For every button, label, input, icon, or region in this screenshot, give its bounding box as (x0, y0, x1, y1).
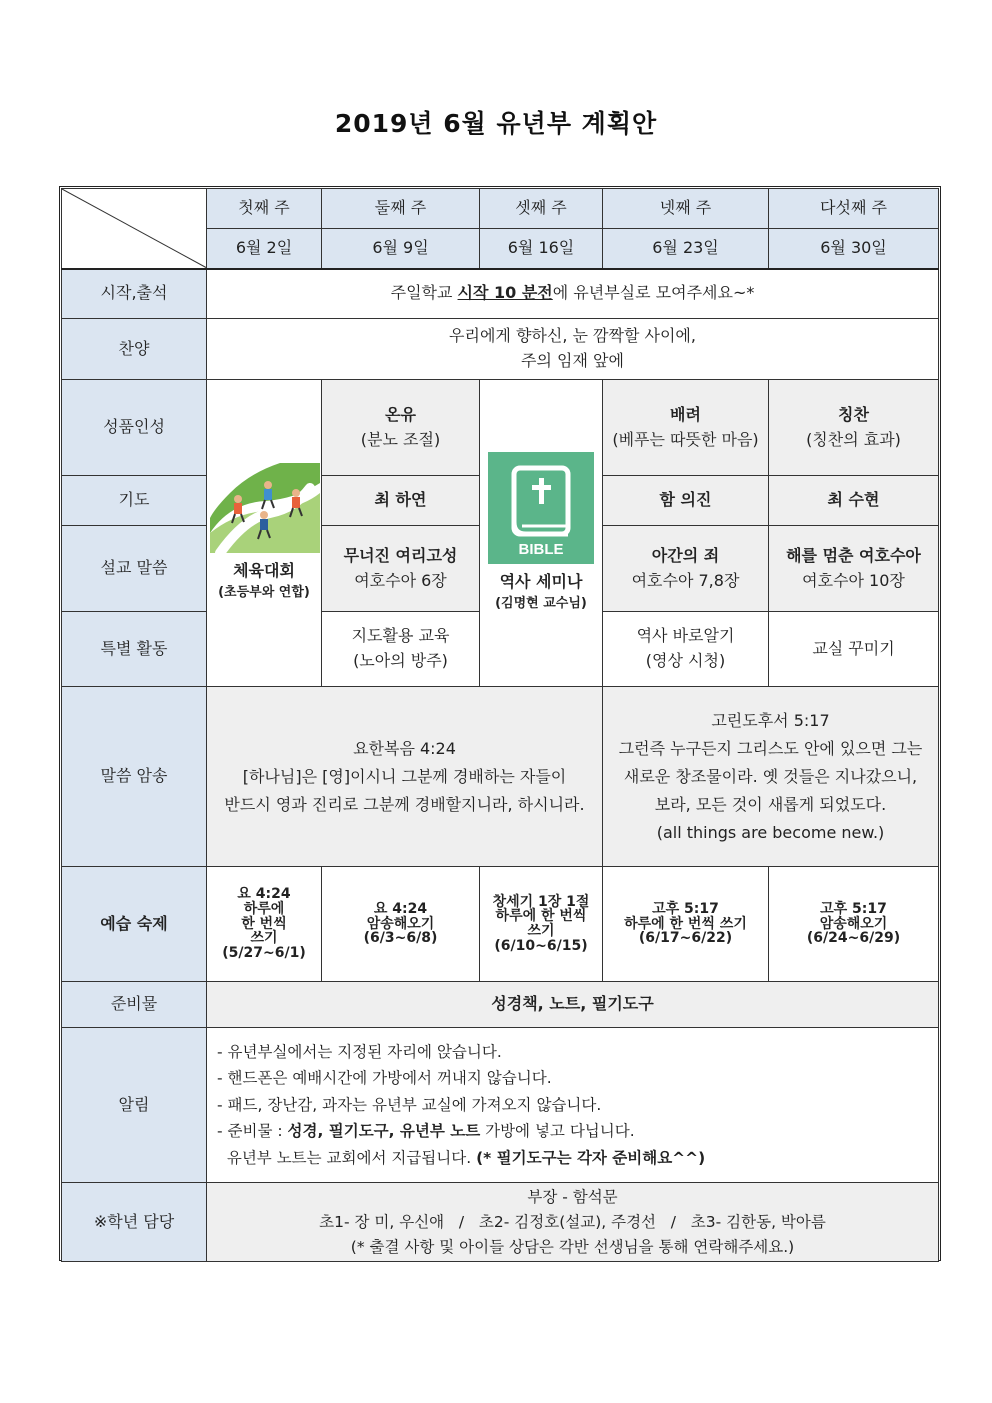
start-cell (207, 269, 939, 319)
week-header-4: 넷째 주 (603, 189, 769, 229)
memory-left-line2: 반드시 영과 진리로 그분께 경배할지니라, 하시니라. (224, 794, 585, 814)
sports-day-cell (207, 380, 322, 687)
homework-week5-line1: 고후 5:17 (820, 900, 887, 917)
homework-week2 (322, 867, 480, 982)
week-date-1: 6월 2일 (207, 229, 322, 269)
sermon-week2-ref: 여호수아 6장 (354, 570, 447, 590)
diagonal-line (62, 189, 206, 268)
special-week2-line2: (노아의 방주) (353, 651, 448, 670)
row-label-memory: 말씀 암송 (62, 687, 207, 867)
notice-line-5-emph: (* 필기도구는 각자 준비해요^^) (476, 1148, 706, 1167)
praise-cell (207, 319, 939, 380)
week-date-3: 6월 16일 (480, 229, 603, 269)
notice-line-4 (217, 1118, 935, 1144)
notice-line-5 (217, 1145, 935, 1171)
memory-left-ref: 요한복음 4:24 (353, 738, 456, 758)
homework-week1-line5: (5/27~6/1) (222, 945, 306, 962)
homework-week1-line3: 한 번씩 (241, 915, 287, 932)
running-race-illustration (210, 463, 320, 553)
sermon-week2 (322, 526, 480, 612)
notice-line-4-before: - 준비물 : (217, 1122, 288, 1141)
praise-line-2: 주의 임재 앞에 (521, 351, 624, 370)
memory-right-line4: (all things are become new.) (656, 822, 885, 842)
memory-left-line1: [하나님]은 [영]이시니 그분께 경배하는 자들이 (242, 766, 567, 786)
praise-line-1: 우리에게 향하신, 눈 깜짝할 사이에, (449, 326, 696, 346)
week-date-2: 6월 9일 (322, 229, 480, 269)
history-seminar-title: 역사 세미나 (499, 571, 583, 591)
special-week5: 교실 꾸미기 (769, 612, 939, 687)
header-corner-cell (62, 189, 207, 269)
sermon-week5-title: 해를 멈춘 여호수아 (786, 545, 921, 565)
start-text-emph: 시작 10 분전 (457, 283, 553, 303)
sermon-week4-title: 아간의 죄 (651, 545, 720, 565)
homework-week4-line2: 하루에 한 번씩 쓰기 (624, 915, 747, 932)
homework-week3-line3: 쓰기 (527, 923, 555, 939)
homework-week3-line1: 창세기 1장 1절 (492, 893, 590, 910)
special-week4-line2: (영상 시청) (645, 651, 726, 670)
special-week2-line1: 지도활용 교육 (351, 626, 450, 646)
notice-line-2: - 핸드폰은 예배시간에 가방에서 꺼내지 않습니다. (217, 1069, 552, 1088)
supplies-cell: 성경책, 노트, 필기도구 (207, 982, 939, 1028)
memory-right-line1: 그런즉 누구든지 그리스도 안에 있으면 그는 (618, 738, 923, 758)
row-label-prayer: 기도 (62, 476, 207, 526)
prayer-week5: 최 수현 (769, 476, 939, 526)
sports-day-title: 체육대회 (233, 560, 295, 580)
page-title: 2019년 6월 유년부 계획안 (334, 109, 658, 138)
character-week4-sub: (베푸는 따뜻한 마음) (612, 429, 759, 449)
homework-week5 (769, 867, 939, 982)
notice-line-4-after: 가방에 넣고 다닙니다. (480, 1122, 635, 1141)
character-week4-title: 배려 (670, 404, 701, 424)
memory-right-line3: 보라, 모든 것이 새롭게 되었도다. (654, 794, 887, 814)
teachers-cell (207, 1183, 939, 1262)
character-week2-sub: (분노 조절) (360, 429, 441, 449)
homework-week1-line4: 쓰기 (250, 930, 278, 947)
row-label-homework: 예습 숙제 (62, 867, 207, 982)
sermon-week5-ref: 여호수아 10장 (802, 570, 905, 590)
row-label-start: 시작,출석 (62, 269, 207, 319)
week-date-4: 6월 23일 (603, 229, 769, 269)
homework-week1 (207, 867, 322, 982)
homework-week5-line3: (6/24~6/29) (806, 930, 901, 947)
row-label-praise: 찬양 (62, 319, 207, 380)
teachers-line-2: 초1- 장 미, 우신애 / 초2- 김정호(설교), 주경선 / 초3- 김한동, 박아름 (319, 1212, 826, 1231)
character-week5-title: 칭찬 (838, 404, 869, 424)
character-week5 (769, 380, 939, 476)
sermon-week4 (603, 526, 769, 612)
sermon-week5 (769, 526, 939, 612)
week-header-1: 첫째 주 (207, 189, 322, 229)
memory-left-cell (207, 687, 603, 867)
row-label-sermon: 설교 말씀 (62, 526, 207, 612)
character-week4 (603, 380, 769, 476)
notice-line-5-before: 유년부 노트는 교회에서 지급됩니다. (217, 1148, 477, 1167)
homework-week1-line2: 하루에 (243, 900, 285, 917)
row-label-special: 특별 활동 (62, 612, 207, 687)
sports-day-subtitle: (초등부와 연합) (218, 585, 310, 601)
sermon-week2-title: 무너진 여리고성 (343, 545, 458, 565)
homework-week3-line4: (6/10~6/15) (494, 937, 588, 954)
special-week2 (322, 612, 480, 687)
row-label-character: 성품인성 (62, 380, 207, 476)
week-date-5: 6월 30일 (769, 229, 939, 269)
row-label-notice: 알림 (62, 1028, 207, 1183)
homework-week2-line1: 요 4:24 (373, 900, 428, 917)
special-week4-line1: 역사 바로알기 (636, 626, 735, 646)
week-header-3: 셋째 주 (480, 189, 603, 229)
homework-week3-line2: 하루에 한 번씩 (495, 908, 587, 925)
week-header-2: 둘째 주 (322, 189, 480, 229)
bible-word: BIBLE (518, 540, 564, 558)
prayer-week4: 함 의진 (603, 476, 769, 526)
notice-line-3: - 패드, 장난감, 과자는 유년부 교실에 가져오지 않습니다. (217, 1095, 602, 1114)
character-week2 (322, 380, 480, 476)
special-week4 (603, 612, 769, 687)
homework-week5-line2: 암송해오기 (819, 915, 888, 932)
row-label-supplies: 준비물 (62, 982, 207, 1028)
notice-line-1: - 유년부실에서는 지정된 자리에 앉습니다. (217, 1043, 502, 1062)
memory-right-ref: 고린도후서 5:17 (711, 710, 830, 730)
homework-week4-line3: (6/17~6/22) (638, 930, 733, 947)
teachers-line-3: (* 출결 사항 및 아이들 상담은 각반 선생님을 통해 연락해주세요.) (350, 1237, 795, 1256)
homework-week1-line1: 요 4:24 (237, 886, 291, 903)
homework-week3 (480, 867, 603, 982)
week-header-5: 다섯째 주 (769, 189, 939, 229)
character-week2-title: 온유 (385, 404, 416, 424)
prayer-week2: 최 하연 (322, 476, 480, 526)
start-text-after: 에 유년부실로 모여주세요~* (552, 283, 755, 303)
character-week5-sub: (칭찬의 효과) (806, 429, 901, 449)
history-seminar-subtitle: (김명현 교수님) (495, 596, 587, 612)
homework-week4 (603, 867, 769, 982)
row-label-teachers: ※학년 담당 (62, 1183, 207, 1262)
homework-week2-line2: 암송해오기 (366, 915, 435, 932)
homework-week2-line3: (6/3~6/8) (363, 930, 438, 947)
bible-book-icon (488, 452, 594, 564)
homework-week4-line1: 고후 5:17 (652, 900, 719, 917)
memory-right-line2: 새로운 창조물이라. 옛 것들은 지나갔으니, (623, 766, 918, 786)
memory-right-cell (603, 687, 939, 867)
notice-cell (207, 1028, 939, 1183)
start-text-before: 주일학교 (390, 283, 458, 303)
notice-line-4-emph: 성경, 필기도구, 유년부 노트 (287, 1122, 481, 1141)
plan-table (61, 188, 939, 1262)
history-seminar-cell (480, 380, 603, 687)
teachers-line-1: 부장 - 함석문 (527, 1188, 618, 1206)
sermon-week4-ref: 여호수아 7,8장 (631, 570, 740, 590)
